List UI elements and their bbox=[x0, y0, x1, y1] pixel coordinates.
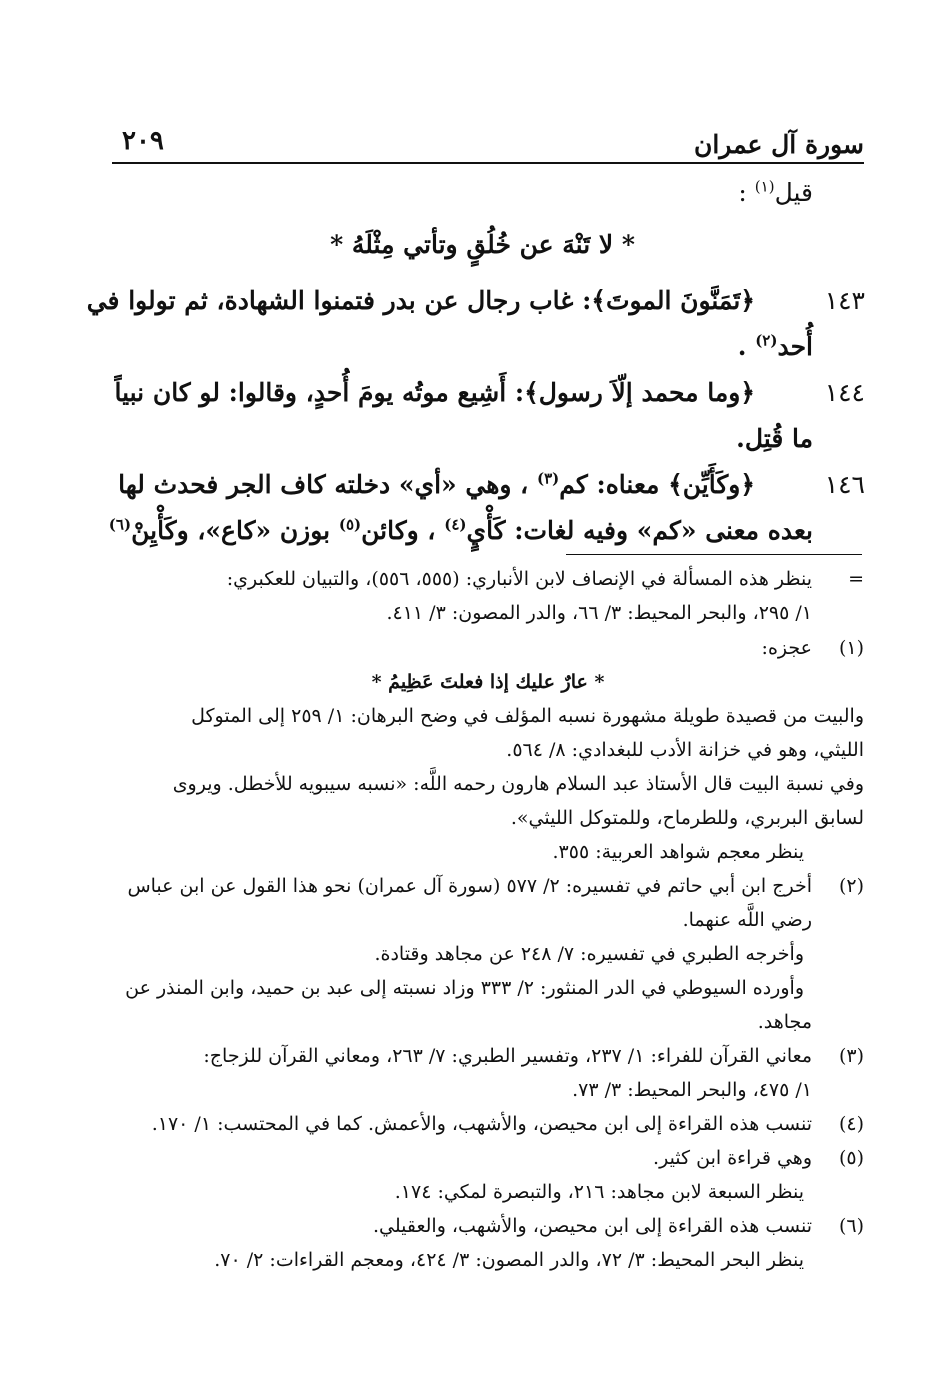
footnote-ref-2: (٢) bbox=[755, 331, 778, 350]
footnote-poem: * عارٌ عليك إذا فعلتَ عَظِيمُ * bbox=[371, 671, 605, 693]
footnote-ref-1: (١) bbox=[754, 177, 775, 196]
entry-146-line1: ﴿وكَأَيِّن﴾ معناه: كم$^{(٣)}$ ، وهي «أي» دخلته كاف الجر فحدث لها bbox=[118, 469, 755, 499]
book-page: سورة آل عمران ٢٠٩ قيل$^{(١)}$ : * لا تَنْهَ عن خُلُقٍ وتأتي مِثْلَهُ * ١٤٣ ﴿تَمَنَّونَ الموتَ﴾: غاب رجال عن بدر فتمنوا الشهادة، ثم تولوا في أُحد$^{(٢)}$ . ١٤٤ ﴿وما محمد إلّاَ رسول﴾: أَشِيع موتُه يومَ أُحدٍ، وقالوا: لو كان نبياً ما قُتِل. ١٤٦ ﴿وكَأَيِّن﴾ معناه: كم$^{(٣)}$ ، وهي «أي» دخلته كاف الجر فحدث لها بعده معنى «كم» وفيه لغات: كَأْيٍ$^{(٤)}$ ، وكائن$^{(٥)}$ بوزن «كاع»، وكَأْيِنْ$^{(٦)}$ = ينظر هذه المسألة في الإنصاف لابن الأنباري: (٥٥٥، ٥٥٦)، والتبيان للعكبري: ١/ ٢٩٥، والبحر المحيط: ٣/ ٦٦، والدر المصون: ٣/ ٤١١. (١) عجزه: * عارٌ عليك إذا فعلتَ عَظِيمُ * والبيت من قصيدة طويلة مشهورة نسبه المؤلف في وضح البرهان: ١/ ٢٥٩ إلى المتوكل الليثي، وهو في خزانة الأدب للبغدادي: ٨/ ٥٦٤. وفي نسبة البيت قال الأستاذ عبد السلام هارون رحمه اللَّه: «نسبه سيبويه للأخطل. ويروى لسابق البربري، وللطرماح، وللمتوكل الليثي». ينظر معجم شواهد العربية: ٣٥٥. (٢) أخرج ابن أبي حاتم في تفسيره: ٢/ ٥٧٧ (سورة آل عمران) نحو هذا القول عن ابن عباس رضي اللَّه عنهما. وأخرجه الطبري في تفسيره: ٧/ ٢٤٨ عن مجاهد وقتادة. وأورده السيوطي في الدر المنثور: ٢/ ٣٣٣ وزاد نسبته إلى عبد بن حميد، وابن المنذر عن مجاهد. (٣) معاني القرآن للفراء: ١/ ٢٣٧، وتفسير الطبري: ٧/ ٢٦٣، ومعاني القرآن للزجاج: ١/ ٤٧٥، والبحر المحيط: ٣/ ٧٣. (٤) تنسب هذه القراءة إلى ابن محيصن، والأشهب، والأعمش. كما في المحتسب: ١/ ١٧٠. (٥) وهي قراءة ابن كثير. ينظر السبعة لابن مجاهد: ٢١٦، والتبصرة لمكي: ١٧٤. (٦) تنسب هذه القراءة إلى ابن محيصن، والأشهب، والعقيلي. ينظر البحر المحيط: ٣/ ٧٢، والدر المصون: ٣/ ٤٢٤، ومعجم القراءات: ٢/ ٧٠. bbox=[0, 0, 939, 1399]
footnote-ref-4: (٤) bbox=[444, 515, 467, 534]
page-number: ٢٠٩ bbox=[122, 126, 164, 156]
footnote-number: (٢) bbox=[838, 875, 864, 897]
entry-number: ١٤٦ bbox=[824, 470, 865, 499]
running-header bbox=[112, 120, 864, 164]
entry-number: ١٤٤ bbox=[824, 378, 865, 407]
entry-146-line2: بعده معنى «كم» وفيه لغات: كَأْيٍ$^{(٤)}$ ، وكائن$^{(٥)}$ بوزن «كاع»، وكَأْيِنْ$^{(٦)}$ bbox=[108, 515, 813, 545]
entry-144-line1: ﴿وما محمد إلّاَ رسول﴾: أَشِيع موتُه يومَ أُحدٍ، وقالوا: لو كان نبياً bbox=[114, 378, 755, 407]
surah-title: سورة آل عمران bbox=[693, 130, 864, 159]
poem-verse: * لا تَنْهَ عن خُلُقٍ وتأتي مِثْلَهُ * bbox=[330, 230, 635, 259]
intro-line bbox=[738, 170, 813, 216]
footnote-number: (٦) bbox=[838, 1215, 864, 1237]
intro-colon: : bbox=[738, 178, 747, 207]
footnote-separator bbox=[566, 554, 862, 555]
continuation-marker: = bbox=[848, 568, 864, 590]
footnote-ref-3: (٣) bbox=[536, 469, 560, 488]
footnote-ref-5: (٥) bbox=[338, 515, 362, 534]
entry-143-line1: ﴿تَمَنَّونَ الموتَ﴾: غاب رجال عن بدر فتمنوا الشهادة، ثم تولوا في bbox=[86, 286, 755, 315]
footnote-number: (٣) bbox=[838, 1045, 864, 1067]
footnote-ref-6: (٦) bbox=[108, 515, 132, 534]
footnote-number: (٥) bbox=[838, 1147, 864, 1169]
footnote-number: (٤) bbox=[838, 1113, 864, 1135]
entry-144-line2: ما قُتِل. bbox=[736, 424, 813, 453]
footnote-number: (١) bbox=[838, 637, 864, 659]
entry-143-line2: أُحد$^{(٢)}$ . bbox=[737, 331, 813, 361]
intro-text: قيل bbox=[774, 178, 813, 207]
entry-number: ١٤٣ bbox=[824, 286, 865, 315]
